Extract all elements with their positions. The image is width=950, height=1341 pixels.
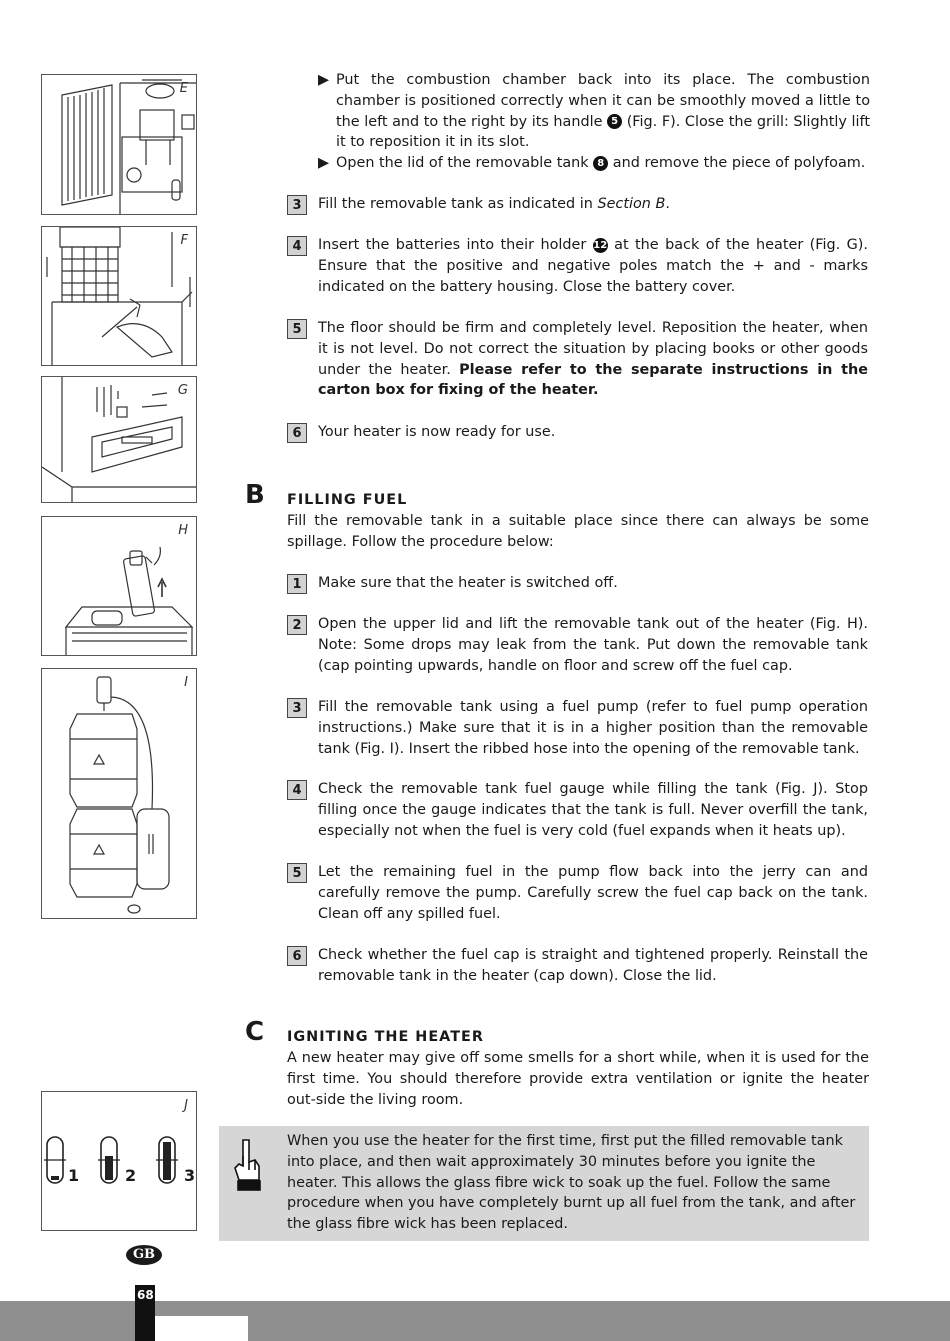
figure-letter: E — [179, 81, 188, 96]
bullet-text: Put the combustion chamber back into its place. The combustion chamber is positioned correctly when it can be smoothly moved a little to the left and to the right by its handle 5 (Fig. F). Close the grill: Slightly lift it to reposition it in its slot. — [336, 72, 870, 151]
step-number: 6 — [287, 946, 307, 966]
combustion-chamber-illustration — [42, 227, 196, 365]
figure-f — [41, 226, 197, 366]
note-box — [219, 1126, 869, 1241]
step-number: 3 — [287, 698, 307, 718]
section-letter: B — [245, 480, 265, 510]
fuel-pump-illustration — [42, 669, 196, 918]
bullet-text: Open the lid of the removable tank 8 and remove the piece of polyfoam. — [336, 155, 866, 171]
gauge-level-full — [163, 1142, 171, 1180]
step-text: Your heater is now ready for use. — [318, 424, 556, 440]
arrow-bullet-icon: ▶ — [318, 155, 330, 171]
battery-holder-illustration — [42, 377, 196, 502]
figure-i — [41, 668, 197, 919]
step-text: The floor should be firm and completely level. Reposition the heater, when it is not level. Do not correct the situation by placing books or other goods under the heater. Please refer to the separate instructions in the carton box for fixing of the heater. — [318, 320, 868, 399]
step-number: 3 — [287, 195, 307, 215]
tank-removal-illustration — [42, 517, 196, 655]
section-title: IGNITING THE HEATER — [287, 1029, 484, 1045]
pointing-hand-icon — [227, 1136, 267, 1196]
step-text: Check the removable tank fuel gauge while filling the tank (Fig. J). Stop filling once the gauge indicates that the tank is full. Never overfill the tank, especially not when the fuel is very cold (fuel expands when it heats up). — [318, 781, 868, 839]
arrow-bullet-icon: ▶ — [318, 72, 330, 88]
gauge-label-2: 2 — [125, 1166, 137, 1185]
gauge-level-low — [51, 1176, 59, 1180]
heater-open-grill-illustration — [42, 75, 196, 214]
step-number: 2 — [287, 615, 307, 635]
language-badge: GB — [126, 1245, 162, 1265]
figure-j — [41, 1091, 197, 1231]
step-number: 5 — [287, 863, 307, 883]
step-number: 4 — [287, 780, 307, 800]
figure-letter: G — [177, 383, 188, 398]
figure-letter: J — [184, 1098, 188, 1113]
marker-12-icon: 12 — [593, 239, 608, 251]
page-number: 68 — [137, 1288, 154, 1302]
figure-e — [41, 74, 197, 215]
step-text: Let the remaining fuel in the pump flow back into the jerry can and carefully remove the pump. Carefully screw the fuel cap back on the tank. Clean off any spilled fuel. — [318, 864, 868, 922]
gauge-label-1: 1 — [68, 1166, 80, 1185]
step-text: Insert the batteries into their holder 12 at the back of the heater (Fig. G). Ensure that the positive and negative poles match the + and - marks indicated on the battery housing. Close the battery cover. — [318, 237, 868, 295]
section-intro: Fill the removable tank in a suitable place since there can always be some spillage. Follow the procedure below: — [287, 513, 869, 550]
step-text: Open the upper lid and lift the removable tank out of the heater (Fig. H). Note: Some drops may leak from the tank. Put down the removable tank (cap pointing upwards, handle on floor and screw off the fuel cap. — [318, 616, 868, 674]
figure-g — [41, 376, 197, 503]
figure-h — [41, 516, 197, 656]
bullet-item — [318, 153, 870, 174]
step-text: Fill the removable tank as indicated in Section B. — [318, 196, 670, 212]
step-text: Fill the removable tank using a fuel pump (refer to fuel pump operation instructions.) Make sure that it is in a higher position than the removable tank (Fig. I). Insert the ribbed hose into the opening of the removable tank. — [318, 699, 868, 757]
step-number: 6 — [287, 423, 307, 443]
fuel-gauge-illustration — [42, 1092, 196, 1230]
note-text: When you use the heater for the first time, first put the filled removable tank into place, and then wait approximately 30 minutes before you ignite the heater. This allows the glass fibre wick to soak up the fuel. Follow the same procedure when you have completely burnt up all fuel from the tank, and after the glass fibre wick has been replaced. — [287, 1133, 856, 1233]
section-letter: C — [245, 1017, 265, 1047]
marker-8-icon: 8 — [593, 156, 608, 171]
footer-white-block — [155, 1316, 248, 1341]
figure-letter: H — [178, 523, 188, 538]
gauge-label-3: 3 — [184, 1166, 196, 1185]
section-title: FILLING FUEL — [287, 492, 408, 508]
figure-letter: I — [184, 675, 188, 690]
section-intro: A new heater may give off some smells for a short while, when it is used for the first time. You should therefore provide extra ventilation or ignite the heater out-side the living room. — [287, 1050, 869, 1108]
step-text: Make sure that the heater is switched off. — [318, 575, 618, 591]
step-number: 5 — [287, 319, 307, 339]
bullet-item — [318, 70, 870, 153]
marker-5-icon: 5 — [607, 114, 622, 129]
figure-letter: F — [180, 233, 188, 248]
step-number: 4 — [287, 236, 307, 256]
page-number-tab — [135, 1285, 155, 1341]
step-number: 1 — [287, 574, 307, 594]
step-text: Check whether the fuel cap is straight and tightened properly. Reinstall the removable tank in the heater (cap down). Close the lid. — [318, 947, 868, 984]
